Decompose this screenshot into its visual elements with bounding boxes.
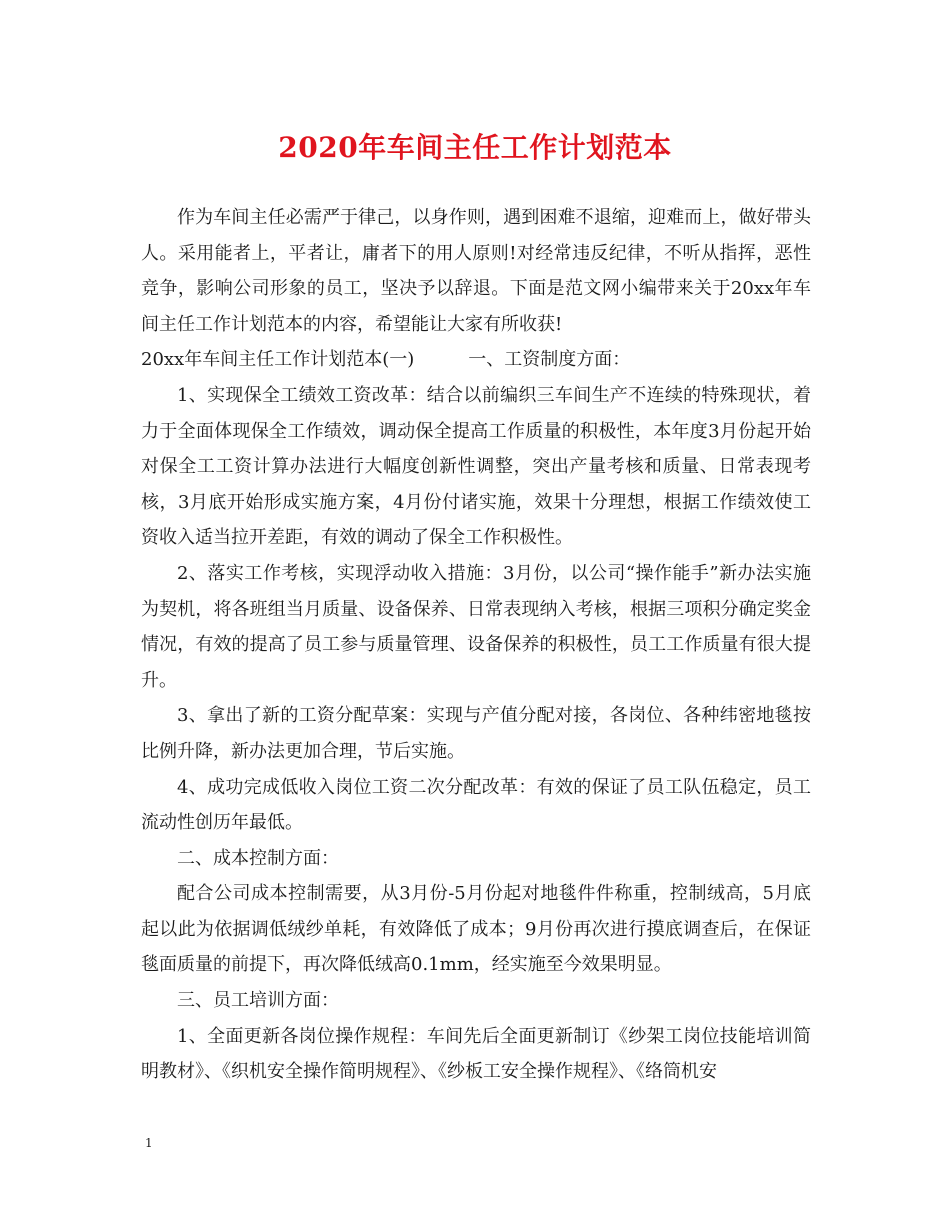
- paragraph-work-assessment: 2、落实工作考核，实现浮动收入措施：3月份，以公司“操作能手”新办法实施为契机，将各班组当月质量、设备保养、日常表现纳入考核，根据三项积分确定奖金情况，有效的提高了员工参与质量管理、设备保养的积极性，员工工作质量有很大提升。: [141, 562, 811, 691]
- paragraph-cost-control: 配合公司成本控制需要，从3月份-5月份起对地毯件件称重，控制绒高，5月底起以此为依据调低绒纱单耗，有效降低了成本；9月份再次进行摸底调查后，在保证毯面质量的前提下，再次降低绒高0.1mm，经实施至今效果明显。: [141, 883, 811, 976]
- paragraph-low-income-reform: 4、成功完成低收入岗位工资二次分配改革：有效的保证了员工队伍稳定，员工流动性创历年最低。: [141, 776, 811, 834]
- intro-paragraph: 作为车间主任必需严于律己，以身作则，遇到困难不退缩，迎难而上，做好带头人。采用能者上，平者让，庸者下的用人原则!对经常违反纪律，不听从指挥，恶性竞争，影响公司形象的员工，坚决予以辞退。下面是范文网小编带来关于20xx年车间主任工作计划范本的内容，希望能让大家有所收获!: [141, 207, 811, 335]
- section-heading-cost-control: 二、成本控制方面：: [177, 847, 339, 869]
- section-heading-staff-training: 三、员工培训方面：: [177, 990, 339, 1012]
- section-heading-plan-one: 20xx年车间主任工作计划范本(一) 一、工资制度方面：: [141, 349, 631, 371]
- paragraph-operating-procedures: 1、全面更新各岗位操作规程：车间先后全面更新制订《纱架工岗位技能培训简明教材》、《织机安全操作简明规程》、《纱板工安全操作规程》、《络筒机安: [141, 1025, 811, 1083]
- document-body: [141, 200, 811, 1090]
- document-title: 2020年车间主任工作计划范本: [278, 131, 672, 164]
- paragraph-performance-wage-reform: 1、实现保全工绩效工资改革：结合以前编织三车间生产不连续的特殊现状，着力于全面体现保全工作绩效，调动保全提高工作质量的积极性，本年度3月份起开始对保全工工资计算办法进行大幅度创新性调整，突出产量考核和质量、日常表现考核，3月底开始形成实施方案，4月份付诸实施，效果十分理想，根据工作绩效使工资收入适当拉开差距，有效的调动了保全工作积极性。: [141, 384, 811, 549]
- page-number: 1: [145, 1136, 153, 1150]
- paragraph-wage-distribution-draft: 3、拿出了新的工资分配草案：实现与产值分配对接，各岗位、各种纬密地毯按比例升降，新办法更加合理，节后实施。: [141, 705, 811, 762]
